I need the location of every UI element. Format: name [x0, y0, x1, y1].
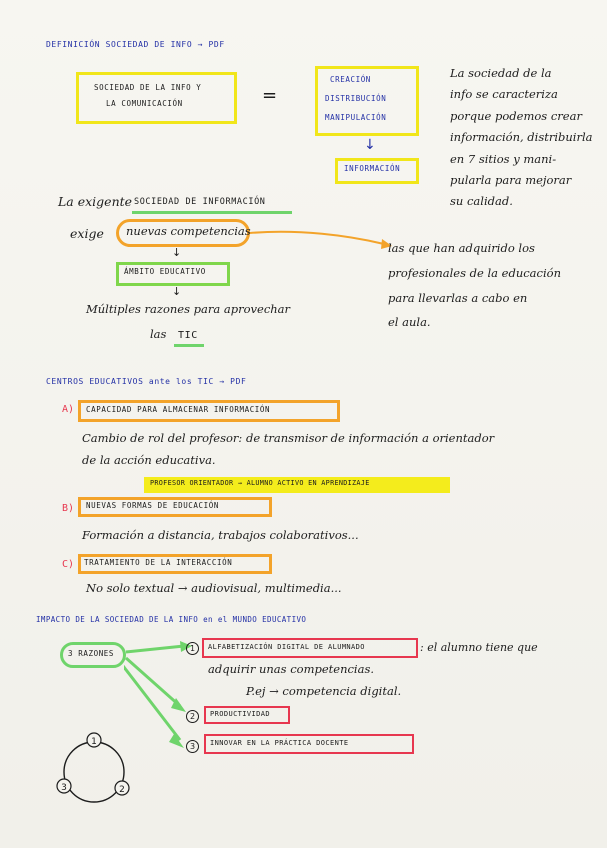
nuevas-competencias-label: nuevas competencias: [126, 224, 251, 238]
las-label: las: [150, 327, 167, 341]
right-note-3: para llevarlas a cabo en: [388, 291, 528, 305]
multiples-line: Múltiples razones para aprovechar: [86, 302, 291, 316]
nuevas-formas-label: NUEVAS FORMAS DE EDUCACIÓN: [86, 501, 219, 510]
right-note-4: el aula.: [388, 315, 431, 329]
creacion-label: CREACIÓN: [330, 75, 371, 84]
exigent-underline: [132, 211, 292, 214]
item3-label: INNOVAR EN LA PRÁCTICA DOCENTE: [210, 739, 349, 747]
orange-arrow-icon: [248, 225, 398, 255]
a-label: A): [62, 404, 75, 415]
item1-number: 1: [186, 642, 199, 655]
tic-label: TIC: [178, 330, 198, 341]
razones-label: 3 RAZONES: [68, 649, 115, 658]
note-line-4: información, distribuirla: [450, 130, 593, 144]
exigent-prefix: La exigente: [58, 194, 133, 209]
arrow-down-3-icon: ↓: [172, 285, 182, 298]
tratamiento-label: TRATAMIENTO DE LA INTERACCIÓN: [84, 558, 233, 567]
cycle-num-1: 1: [91, 737, 97, 747]
exigent-term: SOCIEDAD DE INFORMACIÓN: [134, 197, 266, 207]
b-label: B): [62, 503, 75, 514]
note-line-6: pularla para mejorar: [450, 173, 572, 187]
item1-note-1: : el alumno tiene que: [420, 641, 538, 654]
arrow-down-2-icon: ↓: [172, 246, 182, 259]
ambito-label: ÁMBITO EDUCATIVO: [124, 267, 206, 276]
note-line-5: en 7 sitios y mani-: [450, 152, 557, 166]
cycle-num-3: 3: [61, 783, 67, 793]
arrow-down-icon: ↓: [364, 137, 376, 153]
b-line: Formación a distancia, trabajos colaborativos...: [82, 528, 359, 542]
c-label: C): [62, 559, 75, 570]
sociedad-info-line1: SOCIEDAD DE LA INFO Y: [94, 83, 202, 92]
cycle-num-2: 2: [119, 785, 125, 795]
tic-underline: [174, 344, 204, 347]
section1-title: DEFINICIÓN SOCIEDAD DE INFO → PDF: [46, 40, 225, 49]
capacidad-label: CAPACIDAD PARA ALMACENAR INFORMACIÓN: [86, 405, 271, 414]
equals-sign: =: [262, 85, 278, 106]
cycle-diagram: [50, 726, 140, 812]
section3-title: IMPACTO DE LA SOCIEDAD DE LA INFO en el MUNDO EDUCATIVO: [36, 615, 307, 624]
note-line-7: su calidad.: [450, 194, 513, 208]
c-line: No solo textual → audiovisual, multimedia...: [86, 581, 342, 595]
exige-label: exige: [70, 226, 104, 241]
item1-label: ALFABETIZACIÓN DIGITAL DE ALUMNADO: [208, 643, 365, 651]
a-line-1: Cambio de rol del profesor: de transmisor de información a orientador: [82, 431, 495, 445]
manipulacion-label: MANIPULACIÓN: [325, 113, 387, 122]
note-line-2: info se caracteriza: [450, 87, 558, 101]
right-note-1: las que han adquirido los: [388, 241, 535, 255]
item1-note-3: P.ej → competencia digital.: [246, 684, 402, 698]
highlight-text: PROFESOR ORIENTADOR → ALUMNO ACTIVO EN APRENDIZAJE: [150, 479, 370, 487]
note-line-1: La sociedad de la: [450, 66, 552, 80]
sociedad-info-box: [76, 72, 237, 124]
note-line-3: porque podemos crear: [450, 109, 582, 123]
item1-note-2: adquirir unas competencias.: [208, 662, 375, 676]
right-note-2: profesionales de la educación: [388, 266, 561, 280]
sociedad-info-line2: LA COMUNICACIÓN: [106, 99, 183, 108]
section2-title: CENTROS EDUCATIVOS ante los TIC → PDF: [46, 377, 247, 386]
informacion-label: INFORMACIÓN: [344, 164, 401, 173]
item2-label: PRODUCTIVIDAD: [210, 710, 270, 718]
item3-number: 3: [186, 740, 199, 753]
a-line-2: de la acción educativa.: [82, 453, 216, 467]
distribucion-label: DISTRIBUCIÓN: [325, 94, 387, 103]
item2-number: 2: [186, 710, 199, 723]
